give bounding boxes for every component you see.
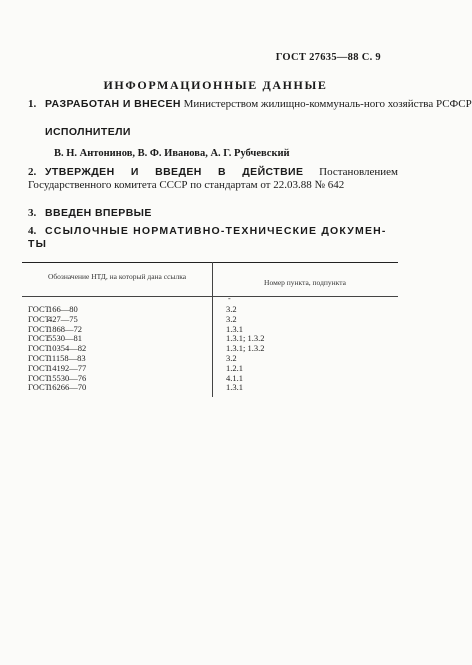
doc-number: 1868—72 — [48, 323, 82, 334]
clause-ref: 4.1.1 — [226, 372, 243, 383]
section-2 — [28, 166, 398, 192]
doc-number: 166—80 — [48, 304, 78, 314]
doc-number: 11158—83 — [48, 352, 86, 363]
page-header: ГОСТ 27635—88 С. 9 — [275, 52, 381, 63]
doc-prefix: ГОСТ — [28, 352, 50, 363]
doc-prefix: ГОСТ — [28, 372, 50, 383]
section-heading: УТВЕРЖДЕН И ВВЕДЕН В ДЕЙСТВИЕ — [45, 166, 304, 178]
page-title: ИНФОРМАЦИОННЫЕ ДАННЫЕ — [103, 78, 328, 92]
section-1 — [28, 98, 472, 111]
section-heading: ССЫЛОЧНЫЕ НОРМАТИВНО-ТЕХНИЧЕСКИЕ ДОКУМЕН-ТЫ — [28, 225, 387, 250]
clause-ref: 1.2.1 — [226, 362, 243, 373]
section-heading: ВВЕДЕН ВПЕРВЫЕ — [45, 207, 152, 219]
clause-ref: 3.2 — [226, 352, 237, 363]
section-executors — [45, 126, 131, 139]
doc-number: 5530—81 — [48, 333, 82, 344]
table-ref-column — [226, 305, 265, 393]
table-top-rule — [22, 262, 398, 263]
doc-number: 16266—70 — [48, 382, 87, 393]
doc-prefix: ГОСТ — [28, 323, 50, 334]
table-header-ntd: Обозначение НТД, на который дана ссылка — [47, 272, 187, 281]
section-heading: РАЗРАБОТАН И ВНЕСЕН — [45, 98, 181, 110]
table-header-rule — [22, 296, 398, 297]
clause-ref: 1.3.1; 1.3.2 — [226, 333, 265, 344]
doc-prefix: ГОСТ — [28, 333, 50, 344]
clause-ref: 1.3.1 — [226, 323, 243, 334]
section-4 — [28, 225, 398, 251]
executors-names: В. Н. Антонинов, В. Ф. Иванова, А. Г. Рубчевский — [54, 148, 290, 159]
clause-ref: 1.3.1; 1.3.2 — [226, 343, 265, 354]
doc-number: 14192—77 — [48, 362, 87, 373]
doc-prefix: ГОСТ — [28, 313, 50, 324]
doc-prefix: ГОСТ — [28, 343, 50, 354]
table-row — [28, 383, 148, 393]
section-heading: ИСПОЛНИТЕЛИ — [45, 126, 131, 138]
doc-number: 10354—82 — [48, 343, 87, 354]
table-dash-mark: - — [228, 294, 231, 303]
section-number: 4. — [28, 225, 37, 237]
clause-ref: 1.3.1 — [226, 382, 243, 393]
doc-number: 427—75 — [48, 313, 78, 324]
table-header-clause: Номер пункта, подпункта — [264, 278, 346, 287]
section-3 — [28, 207, 152, 220]
table-doc-column — [28, 305, 148, 393]
section-text: Постановлением Государственного комитета СССР по стандартам от 22.03.88 № 642 — [28, 166, 398, 191]
section-text: Министерством жилищно-коммуналь-ного хозяйства РСФСР — [180, 98, 472, 110]
section-number: 3. — [28, 207, 37, 219]
section-number: 1. — [28, 98, 37, 110]
section-number: 2. — [28, 166, 37, 178]
doc-prefix: ГОСТ — [28, 304, 50, 314]
doc-number: 15530—76 — [48, 372, 87, 383]
doc-prefix: ГОСТ — [28, 382, 50, 393]
doc-prefix: ГОСТ — [28, 362, 50, 373]
clause-ref: 3.2 — [226, 304, 237, 314]
clause-ref: 3.2 — [226, 313, 237, 324]
